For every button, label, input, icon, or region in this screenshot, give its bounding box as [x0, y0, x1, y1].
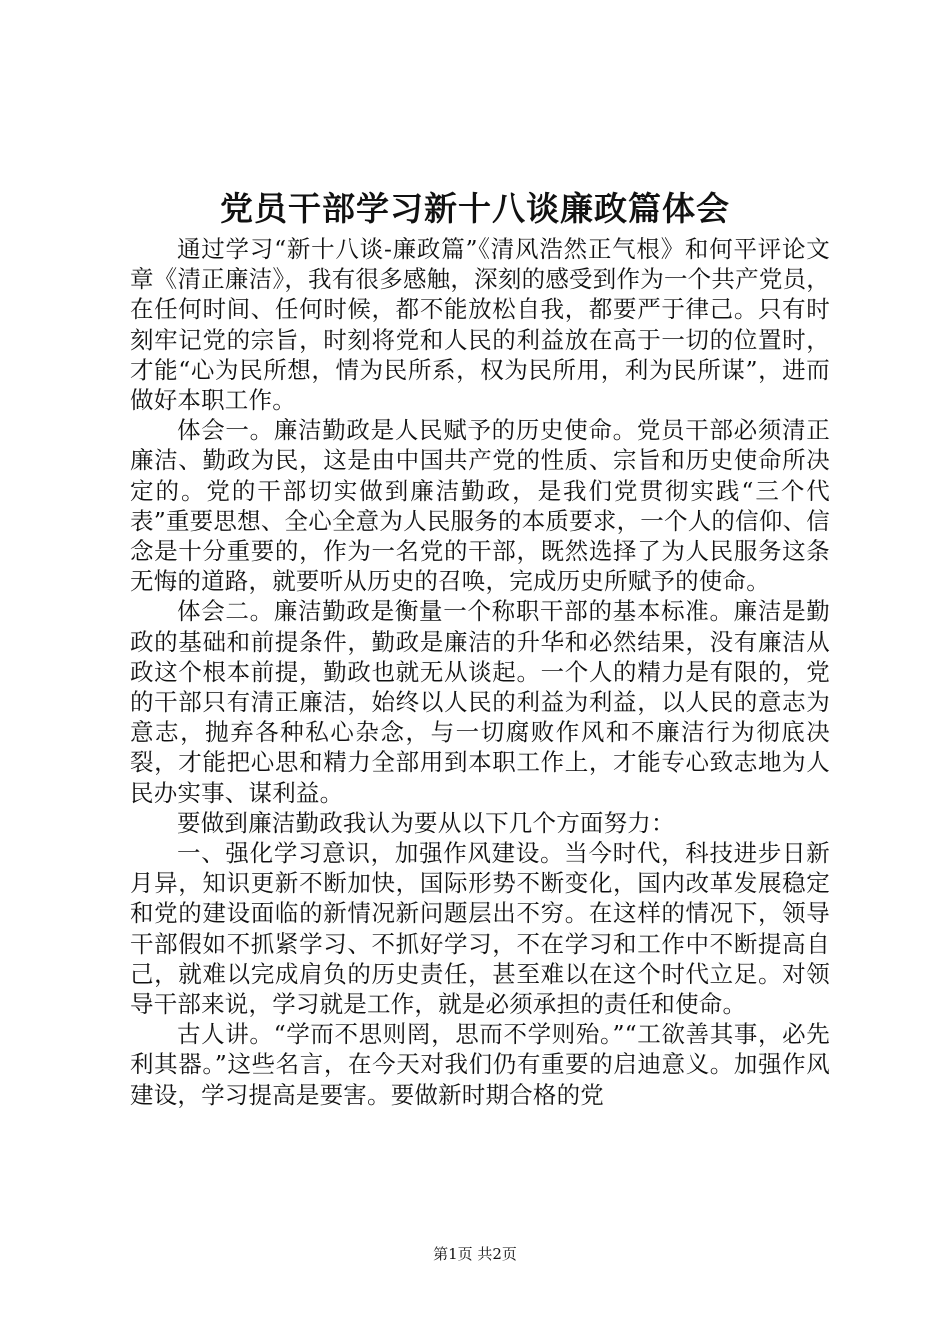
paragraph-point-one: 一、强化学习意识，加强作风建设。当今时代，科技进步日新月异，知识更新不断加快，国际形势不断变化，国内改革发展稳定和党的建设面临的新情况新问题层出不穷。在这样的情况下，领导干部假如不抓紧学习、不抓好学习，不在学习和工作中不断提高自己，就难以完成肩负的历史责任，甚至难以在这个时代立足。对领导干部来说，学习就是工作，就是必须承担的责任和使命。 [130, 839, 830, 1019]
paragraph-efforts-lead: 要做到廉洁勤政我认为要从以下几个方面努力： [177, 808, 675, 837]
page-number-footer: 第1页 共2页 [433, 1245, 517, 1263]
paragraph-insight-one: 体会一。廉洁勤政是人民赋予的历史使命。党员干部必须清正廉洁、勤政为民，这是由中国共产党的性质、宗旨和历史使命所决定的。党的干部切实做到廉洁勤政，是我们党贯彻实践“三个代表”重要思想、全心全意为人民服务的本质要求，一个人的信仰、信念是十分重要的，作为一名党的干部，既然选择了为人民服务这条无悔的道路，就要听从历史的召唤，完成历史所赋予的使命。 [130, 416, 830, 596]
paragraph-insight-two: 体会二。廉洁勤政是衡量一个称职干部的基本标准。廉洁是勤政的基础和前提条件，勤政是廉洁的升华和必然结果，没有廉洁从政这个根本前提，勤政也就无从谈起。一个人的精力是有限的，党的干部只有清正廉洁，始终以人民的利益为利益，以人民的意志为意志，抛弃各种私心杂念，与一切腐败作风和不廉洁行为彻底决裂，才能把心思和精力全部用到本职工作上，才能专心致志地为人民办实事、谋利益。 [130, 597, 830, 807]
document-body [130, 234, 830, 1110]
document-title: 党员干部学习新十八谈廉政篇体会 [220, 189, 730, 228]
paragraph-ancient-sayings: 古人讲。“学而不思则罔，思而不学则殆。”“工欲善其事，必先利其器。”这些名言，在今天对我们仍有重要的启迪意义。加强作风建设，学习提高是要害。要做新时期合格的党 [130, 1020, 830, 1109]
paragraph-intro: 通过学习“新十八谈-廉政篇”《清风浩然正气根》和何平评论文章《清正廉洁》，我有很多感触，深刻的感受到作为一个共产党员，在任何时间、任何时候，都不能放松自我，都要严于律己。只有时刻牢记党的宗旨，时刻将党和人民的利益放在高于一切的位置时，才能“心为民所想，情为民所系，权为民所用，利为民所谋”，进而做好本职工作。 [130, 235, 830, 415]
